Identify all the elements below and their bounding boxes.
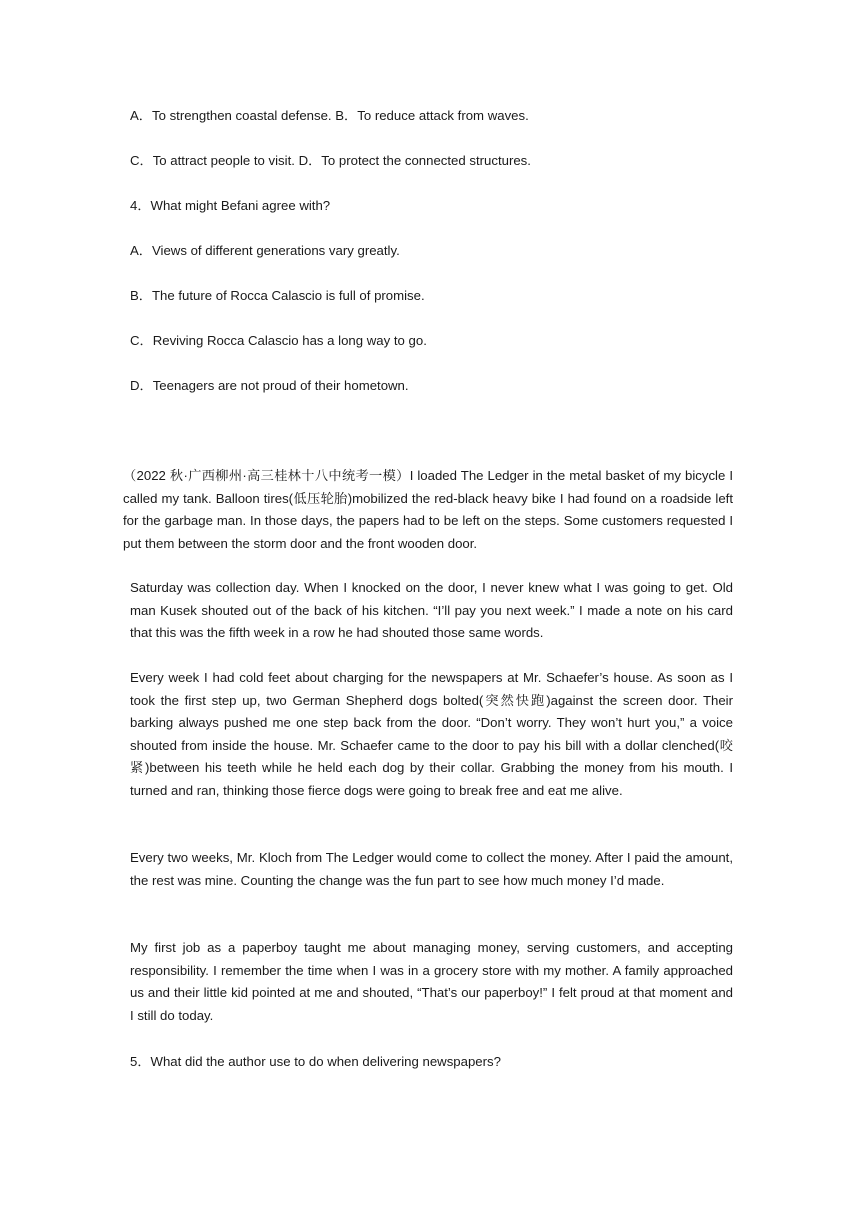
q3-options-ab: A．To strengthen coastal defense. B．To reduce attack from waves. <box>130 108 529 123</box>
q5-question: 5．What did the author use to do when delivering newspapers? <box>130 1054 501 1069</box>
passage-paragraph-2: Saturday was collection day. When I knocked on the door, I never knew what I was going to get. Old man Kusek shouted out of the back of his kitchen. “I’ll pay you next week.” I made a note on his card that this was the fifth week in a row he had shouted those same words. <box>130 580 733 640</box>
q4-option-c: C．Reviving Rocca Calascio has a long way to go. <box>130 333 427 348</box>
passage-paragraph-1 <box>123 465 733 555</box>
q4-question: 4．What might Befani agree with? <box>130 198 331 213</box>
passage-source: （2022 秋·广西柳州·高三桂林十八中统考一模） <box>123 468 410 483</box>
passage-paragraph-3: Every week I had cold feet about charging for the newspapers at Mr. Schaefer’s house. As soon as I took the first step up, two German Shepherd dogs bolted(突然快跑)against the screen door. Their barking always pushed me one step back from the door. “Don’t worry. They won’t hurt you,” a voice shouted from inside the house. Mr. Schaefer came to the door to pay his bill with a dollar clenched(咬紧)between his teeth while he held each dog by their collar. Grabbing the money from his mouth. I turned and ran, thinking those fierce dogs were going to break free and eat me alive. <box>130 670 733 798</box>
q4-option-a: A．Views of different generations vary greatly. <box>130 243 400 258</box>
passage-paragraph-5: My first job as a paperboy taught me about managing money, serving customers, and accepting responsibility. I remember the time when I was in a grocery store with my mother. A family approached us and their little kid pointed at me and shouted, “That’s our paperboy!” I felt proud at that moment and I still do today. <box>130 940 733 1023</box>
q4-option-d: D．Teenagers are not proud of their hometown. <box>130 378 409 393</box>
passage-p1-text: I loaded The Ledger in the metal basket of my bicycle I called my tank. Balloon tires(低压轮胎)mobilized the red-black heavy bike I had found on a roadside left for the garbage man. In those days, the papers had to be left on the steps. Some customers requested I put them between the storm door and the front wooden door. <box>123 468 733 551</box>
q4-option-b: B．The future of Rocca Calascio is full of promise. <box>130 288 425 303</box>
passage-paragraph-4: Every two weeks, Mr. Kloch from The Ledger would come to collect the money. After I paid the amount, the rest was mine. Counting the change was the fun part to see how much money I’d made. <box>130 850 733 888</box>
q3-options-cd: C．To attract people to visit. D．To protect the connected structures. <box>130 153 531 168</box>
